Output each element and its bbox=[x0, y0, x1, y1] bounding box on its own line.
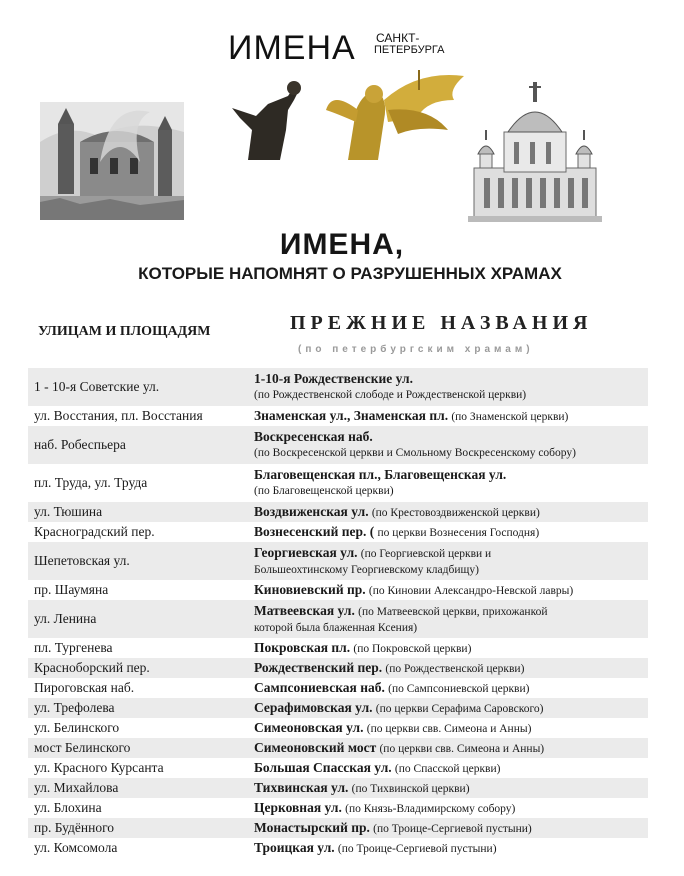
current-name: ул. Красного Курсанта bbox=[34, 760, 164, 775]
former-name-cell bbox=[252, 740, 648, 757]
former-name-note: (по Тихвинской церкви) bbox=[351, 782, 470, 795]
former-name-note: (по Троице-Сергиевой пустыни) bbox=[373, 822, 532, 835]
table-row bbox=[28, 406, 648, 426]
table-row bbox=[28, 818, 648, 838]
current-name: пр. Будённого bbox=[34, 820, 115, 835]
ruined-church-image bbox=[40, 102, 184, 220]
table-row bbox=[28, 658, 648, 678]
table-row bbox=[28, 718, 648, 738]
former-name: Тихвинская ул. bbox=[254, 779, 349, 795]
current-name: ул. Трефолева bbox=[34, 700, 115, 715]
former-name-note: (по Крестовоздвиженской церкви) bbox=[371, 506, 540, 519]
former-name: Симеоновская ул. bbox=[254, 719, 364, 735]
table-row bbox=[28, 778, 648, 798]
former-name: Вознесенский пер. ( bbox=[254, 523, 375, 539]
former-name-cell bbox=[252, 429, 648, 461]
former-name-cell bbox=[252, 408, 648, 425]
current-name: ул. Михайлова bbox=[34, 780, 119, 795]
former-name-note-line2: (по Рождественской слободе и Рождественской церкви) bbox=[254, 389, 527, 401]
former-name-cell bbox=[252, 700, 648, 717]
former-name-cell bbox=[252, 680, 648, 697]
column-header-current: УЛИЦАМ И ПЛОЩАДЯМ bbox=[38, 324, 211, 339]
table-row bbox=[28, 838, 648, 858]
page-subtitle: КОТОРЫЕ НАПОМНЯТ О РАЗРУШЕННЫХ ХРАМАХ bbox=[138, 264, 562, 283]
table-row bbox=[28, 426, 648, 464]
current-name: пр. Шаумяна bbox=[34, 582, 109, 597]
former-name: Матвеевская ул. bbox=[254, 602, 355, 618]
current-name: 1 - 10-я Советские ул. bbox=[34, 379, 160, 394]
table-row bbox=[28, 738, 648, 758]
current-name: Пироговская наб. bbox=[34, 680, 135, 695]
logo-title: ИМЕНА bbox=[228, 29, 356, 67]
former-name-note: (по Знаменской церкви) bbox=[451, 410, 569, 423]
former-name-cell bbox=[252, 467, 648, 499]
former-name-cell bbox=[252, 660, 648, 677]
former-name-cell bbox=[252, 780, 648, 797]
former-name-note: (по церкви Серафима Саровского) bbox=[375, 702, 544, 715]
former-name-cell bbox=[252, 720, 648, 737]
former-name-note-line2: (по Благовещенской церкви) bbox=[254, 485, 394, 497]
former-name: Киновиевский пр. bbox=[254, 581, 366, 597]
table-row bbox=[28, 638, 648, 658]
table-row bbox=[28, 698, 648, 718]
former-name-note-line2: Большеохтинскому Георгиевскому кладбищу) bbox=[254, 563, 479, 576]
former-name-note: (по Матвеевской церкви, прихожанкой bbox=[358, 605, 548, 618]
former-name: Серафимовская ул. bbox=[254, 699, 373, 715]
table-row bbox=[28, 580, 648, 600]
current-name: ул. Комсомола bbox=[34, 840, 118, 855]
former-name-cell bbox=[252, 603, 648, 636]
former-name-note: (по Сампсониевской церкви) bbox=[388, 682, 530, 695]
former-name: Монастырский пр. bbox=[254, 819, 370, 835]
former-name: Покровская пл. bbox=[254, 639, 351, 655]
former-name-note: (по церкви свв. Симеона и Анны) bbox=[366, 722, 532, 735]
former-name: Георгиевская ул. bbox=[254, 544, 358, 560]
current-name: ул. Белинского bbox=[34, 720, 120, 735]
current-name: ул. Ленина bbox=[34, 611, 97, 626]
table-row bbox=[28, 502, 648, 522]
table-row bbox=[28, 600, 648, 638]
table-row bbox=[28, 542, 648, 580]
former-name-note-line2: (по Воскресенской церкви и Смольному Воскресенскому собору) bbox=[254, 447, 576, 459]
former-name-cell bbox=[252, 760, 648, 777]
table-row bbox=[28, 798, 648, 818]
table-row bbox=[28, 758, 648, 778]
former-name: Сампсониевская наб. bbox=[254, 679, 385, 695]
current-name: ул. Тюшина bbox=[34, 504, 103, 519]
table-row bbox=[28, 522, 648, 542]
former-name-note: (по Покровской церкви) bbox=[353, 642, 472, 655]
former-name: Знаменская ул., Знаменская пл. bbox=[254, 407, 449, 423]
former-name: Благовещенская пл., Благовещенская ул. bbox=[254, 467, 507, 482]
angel-statue-image bbox=[228, 70, 468, 160]
current-name: ул. Блохина bbox=[34, 800, 102, 815]
former-name: Большая Спасская ул. bbox=[254, 759, 392, 775]
cathedral-image bbox=[468, 74, 602, 224]
logo-subtitle-line2: ПЕТЕРБУРГА bbox=[374, 44, 445, 56]
former-name-cell bbox=[252, 640, 648, 657]
former-name-cell bbox=[252, 820, 648, 837]
column-header-former-note: (по петербургским храмам) bbox=[298, 344, 534, 355]
former-name: Рождественский пер. bbox=[254, 659, 383, 675]
former-name-note: (по Киновии Александро-Невской лавры) bbox=[368, 584, 574, 597]
former-name-cell bbox=[252, 840, 648, 857]
former-name-cell bbox=[252, 545, 648, 578]
former-name: 1-10-я Рождественские ул. bbox=[254, 371, 413, 386]
former-name-cell bbox=[252, 504, 648, 521]
former-name: Церковная ул. bbox=[254, 799, 342, 815]
former-name: Троицкая ул. bbox=[254, 839, 335, 855]
former-name-note-line2: которой была блаженная Ксения) bbox=[254, 621, 418, 634]
current-name: ул. Восстания, пл. Восстания bbox=[34, 408, 203, 423]
former-name-note: (по Рождественской церкви) bbox=[385, 662, 525, 675]
former-name-cell bbox=[252, 800, 648, 817]
former-name-cell bbox=[252, 524, 648, 541]
former-name-cell bbox=[252, 371, 648, 403]
former-name: Симеоновский мост bbox=[254, 739, 377, 755]
former-name-note: (по Князь-Владимирскому собору) bbox=[345, 802, 516, 815]
current-name: Красноградский пер. bbox=[34, 524, 155, 539]
column-header-former: ПРЕЖНИЕ НАЗВАНИЯ bbox=[290, 312, 593, 334]
current-name: Красноборский пер. bbox=[34, 660, 150, 675]
former-name-note: (по Троице-Сергиевой пустыни) bbox=[337, 842, 497, 855]
former-name-note: (по Спасской церкви) bbox=[394, 762, 501, 775]
current-name: пл. Тургенева bbox=[34, 640, 113, 655]
table-row bbox=[28, 368, 648, 406]
former-name: Воздвиженская ул. bbox=[254, 503, 369, 519]
former-name-cell bbox=[252, 582, 648, 599]
current-name: наб. Робеспьера bbox=[34, 437, 126, 452]
former-name: Воскресенская наб. bbox=[254, 429, 373, 444]
former-name-note: (по церкви свв. Симеона и Анны) bbox=[379, 742, 545, 755]
street-names-table bbox=[28, 368, 648, 858]
former-name-note: (по Георгиевской церкви и bbox=[360, 547, 492, 560]
current-name: пл. Труда, ул. Труда bbox=[34, 475, 148, 490]
former-name-note: по церкви Вознесения Господня) bbox=[377, 526, 540, 539]
page-title: ИМЕНА, bbox=[279, 228, 405, 261]
table-row bbox=[28, 464, 648, 502]
logo-subtitle-line1: САНКТ- bbox=[376, 31, 420, 45]
current-name: Шепетовская ул. bbox=[34, 553, 130, 568]
current-name: мост Белинского bbox=[34, 740, 131, 755]
table-row bbox=[28, 678, 648, 698]
